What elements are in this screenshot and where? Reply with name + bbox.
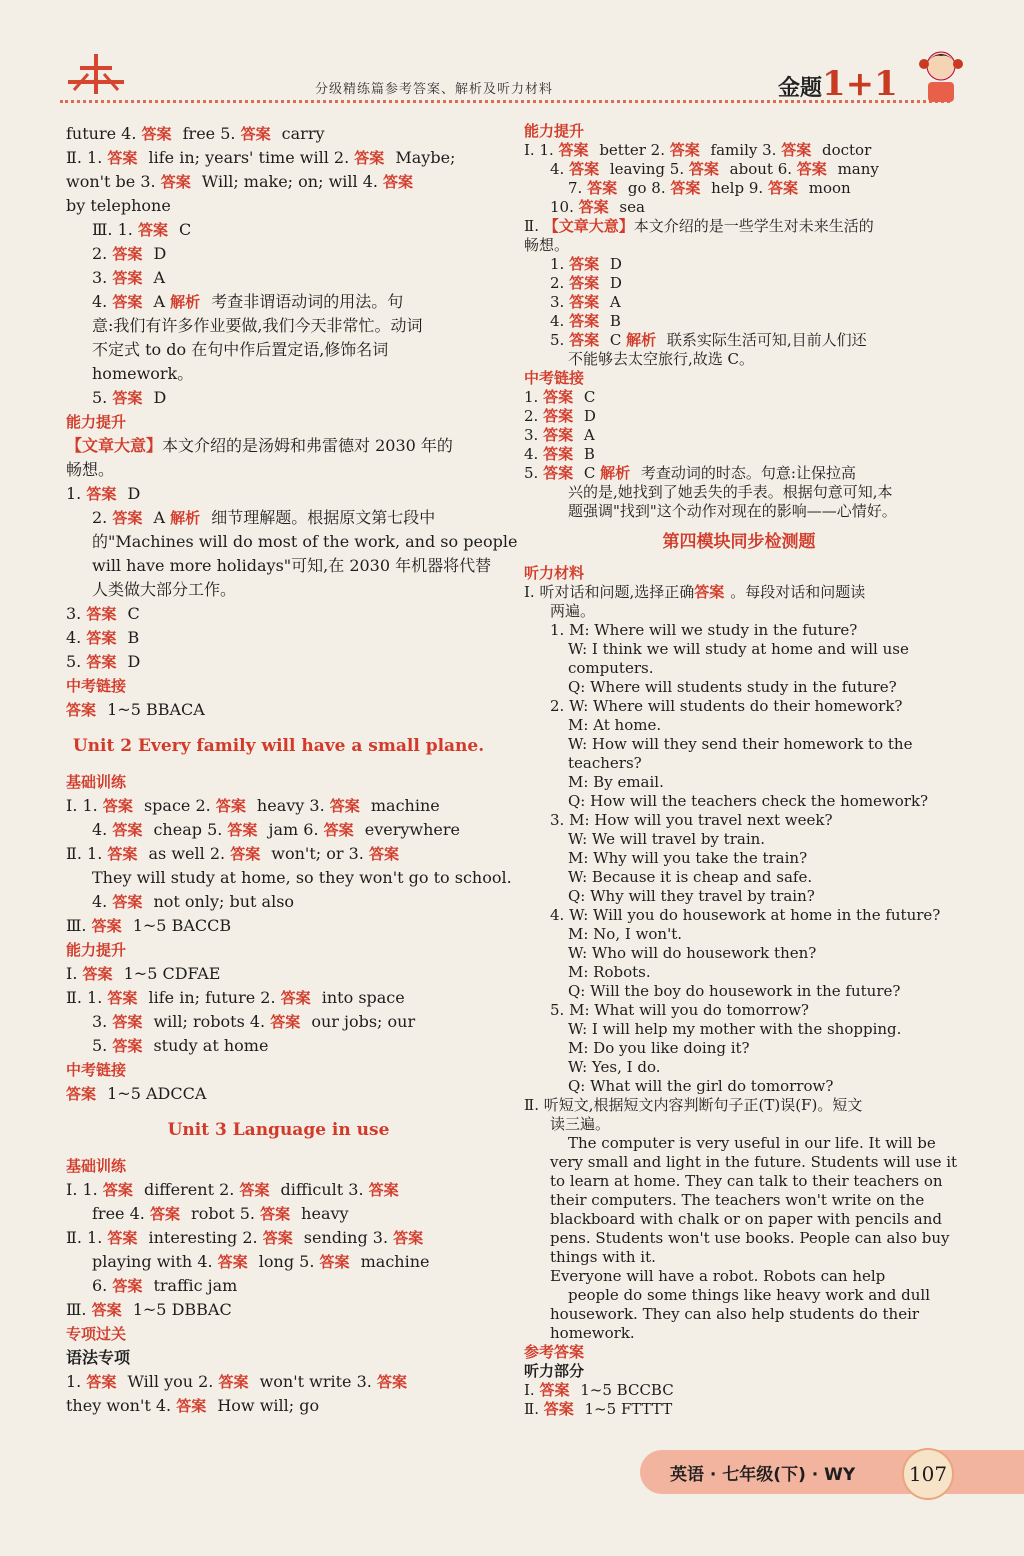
- left-line: free 4. 答案 robot 5. 答案 heavy: [92, 1204, 349, 1223]
- answer-label: 答案: [376, 1373, 407, 1391]
- answer-label: 答案: [86, 485, 117, 503]
- right-line: 1. 答案 C: [524, 388, 596, 406]
- answer-label: 答案: [102, 1181, 133, 1199]
- page-header: [60, 50, 960, 110]
- summary-label: 【文章大意】: [66, 436, 163, 455]
- answer-label: 答案: [670, 179, 701, 197]
- right-line: The computer is very useful in our life. It will be: [568, 1134, 936, 1152]
- answer-label: 答案: [543, 407, 574, 425]
- answer-label: 答案: [543, 426, 574, 444]
- right-line: things with it.: [550, 1248, 656, 1266]
- left-line: 语法专项: [66, 1348, 131, 1367]
- answer-label: 答案: [558, 141, 589, 159]
- left-line: 2. 答案 D: [92, 244, 167, 263]
- answer-label: 答案: [112, 1013, 143, 1031]
- left-line: won't be 3. 答案 Will; make; on; will 4. 答案: [66, 172, 414, 191]
- answer-label: 答案: [543, 445, 574, 463]
- right-line: 5. M: What will you do tomorrow?: [550, 1001, 809, 1019]
- answer-label: 答案: [569, 274, 600, 292]
- left-section-heading: 基础训练: [66, 1157, 127, 1175]
- right-line: 7. 答案 go 8. 答案 help 9. 答案 moon: [568, 179, 851, 197]
- answer-label: 答案: [569, 255, 600, 273]
- left-section-title: Unit 3 Language in use: [167, 1120, 390, 1140]
- answer-label: 答案: [160, 173, 191, 191]
- answer-label: 答案: [781, 141, 812, 159]
- right-section-heading: 中考链接: [524, 369, 585, 387]
- right-line: teachers?: [568, 754, 642, 772]
- right-line: Q: How will the teachers check the homework?: [568, 792, 929, 810]
- left-line: Ⅱ. 1. 答案 as well 2. 答案 won't; or 3. 答案: [66, 844, 399, 863]
- answer-label: 答案: [66, 1085, 97, 1103]
- answer-label: 答案: [86, 1373, 117, 1391]
- answer-label: 解析: [600, 464, 631, 482]
- right-line: 兴的是,她找到了她丢失的手表。根据句意可知,本: [568, 483, 893, 501]
- left-line: 5. 答案 study at home: [92, 1036, 269, 1055]
- answer-label: 答案: [393, 1229, 424, 1247]
- right-line: 3. 答案 A: [550, 293, 621, 311]
- answer-label: 答案: [262, 1229, 293, 1247]
- right-line: Ⅰ. 听对话和问题,选择正确答案 。每段对话和问题读: [524, 583, 866, 601]
- right-line: homework.: [550, 1324, 635, 1342]
- right-line: M: No, I won't.: [568, 925, 683, 943]
- left-line: 不定式 to do 在句中作后置定语,修饰名词: [92, 340, 389, 359]
- answer-label: 答案: [91, 1301, 122, 1319]
- right-line: M: At home.: [568, 716, 662, 734]
- answer-label: 答案: [227, 821, 258, 839]
- right-line: M: By email.: [568, 773, 664, 791]
- answer-label: 答案: [112, 893, 143, 911]
- answer-label: 答案: [569, 293, 600, 311]
- right-line: 2. 答案 D: [524, 407, 596, 425]
- right-line: Ⅰ. 答案 1~5 BCCBC: [524, 1381, 674, 1399]
- answer-label: 答案: [368, 845, 399, 863]
- answer-label: 答案: [260, 1205, 291, 1223]
- left-line: Ⅰ. 1. 答案 different 2. 答案 difficult 3. 答案: [66, 1180, 399, 1199]
- brand-logo: 金题1+1: [778, 64, 898, 104]
- answer-label: 答案: [107, 989, 138, 1007]
- right-line: Q: Will the boy do housework in the future?: [568, 982, 901, 1000]
- left-line: will have more holidays"可知,在 2030 年机器将代替: [92, 556, 492, 575]
- left-line: 的"Machines will do most of the work, and so people: [92, 532, 518, 551]
- answer-label: 答案: [86, 605, 117, 623]
- answer-label: 答案: [383, 173, 414, 191]
- answer-label: 答案: [587, 179, 618, 197]
- left-line: Ⅱ. 1. 答案 life in; years' time will 2. 答案 Maybe;: [66, 148, 456, 167]
- left-line: 答案 1~5 ADCCA: [66, 1084, 207, 1103]
- left-line: they won't 4. 答案 How will; go: [66, 1396, 320, 1415]
- answer-label: 解析: [170, 293, 201, 311]
- answer-label: 答案: [280, 989, 311, 1007]
- answer-label: 答案: [569, 312, 600, 330]
- right-line: 不能够去太空旅行,故选 C。: [568, 350, 755, 368]
- right-line: W: How will they send their homework to the: [568, 735, 913, 753]
- left-line: Ⅲ. 1. 答案 C: [92, 220, 192, 239]
- right-line: Q: Why will they travel by train?: [568, 887, 815, 905]
- left-line: 3. 答案 C: [66, 604, 140, 623]
- right-line: Everyone will have a robot. Robots can help: [550, 1267, 886, 1285]
- answer-label: 答案: [107, 149, 138, 167]
- answer-label: 答案: [539, 1381, 570, 1399]
- answer-label: 答案: [688, 160, 719, 178]
- answer-label: 答案: [543, 388, 574, 406]
- right-line: 2. 答案 D: [550, 274, 622, 292]
- right-line: M: Do you like doing it?: [568, 1039, 750, 1057]
- page-number: 107: [902, 1448, 954, 1500]
- answer-label: 答案: [107, 845, 138, 863]
- answer-label: 解析: [626, 331, 657, 349]
- left-line: 【文章大意】本文介绍的是汤姆和弗雷德对 2030 年的: [66, 436, 453, 455]
- answer-label: 答案: [137, 221, 168, 239]
- answer-label: 答案: [329, 797, 360, 815]
- right-line: W: I will help my mother with the shopping.: [568, 1020, 902, 1038]
- page-footer: [640, 1450, 1024, 1494]
- left-line: homework。: [92, 364, 194, 383]
- answer-label: 答案: [368, 1181, 399, 1199]
- answer-label: 答案: [543, 1400, 574, 1418]
- left-line: by telephone: [66, 196, 171, 215]
- left-line: future 4. 答案 free 5. 答案 carry: [66, 124, 325, 143]
- answer-label: 答案: [149, 1205, 180, 1223]
- left-line: 4. 答案 A 解析 考查非谓语动词的用法。句: [92, 292, 404, 311]
- answer-label: 答案: [112, 269, 143, 287]
- left-line: 3. 答案 will; robots 4. 答案 our jobs; our: [92, 1012, 416, 1031]
- answer-label: 答案: [270, 1013, 301, 1031]
- right-line: 2. W: Where will students do their homework?: [550, 697, 903, 715]
- left-line: Ⅲ. 答案 1~5 BACCB: [66, 916, 232, 935]
- right-line: their computers. The teachers won't write on the: [550, 1191, 925, 1209]
- header-divider: [60, 100, 950, 103]
- left-section-heading: 专项过关: [66, 1325, 127, 1343]
- answer-label: 答案: [112, 821, 143, 839]
- left-line: Ⅱ. 1. 答案 life in; future 2. 答案 into space: [66, 988, 405, 1007]
- answer-label: 答案: [91, 917, 122, 935]
- answer-label: 答案: [82, 965, 113, 983]
- answer-label: 答案: [112, 389, 143, 407]
- left-section-heading: 能力提升: [66, 941, 127, 959]
- left-line: Ⅲ. 答案 1~5 DBBAC: [66, 1300, 232, 1319]
- left-line: 人类做大部分工作。: [92, 580, 237, 599]
- right-line: W: We will travel by train.: [568, 830, 766, 848]
- answer-label: 答案: [86, 653, 117, 671]
- answer-label: 答案: [66, 701, 97, 719]
- answer-label: 答案: [86, 629, 117, 647]
- answer-label: 答案: [176, 1397, 207, 1415]
- left-line: Ⅰ. 1. 答案 space 2. 答案 heavy 3. 答案 machine: [66, 796, 440, 815]
- right-line: W: Because it is cheap and safe.: [568, 868, 813, 886]
- right-section-heading: 能力提升: [524, 122, 585, 140]
- answer-label: 答案: [102, 797, 133, 815]
- right-line: 3. M: How will you travel next week?: [550, 811, 833, 829]
- answer-label: 答案: [796, 160, 827, 178]
- answer-label: 答案: [354, 149, 385, 167]
- right-line: Ⅱ. 答案 1~5 FTTTT: [524, 1400, 673, 1418]
- right-line: 两遍。: [550, 602, 596, 620]
- left-section-heading: 基础训练: [66, 773, 127, 791]
- header-title: 分级精练篇参考答案、解析及听力材料: [315, 82, 554, 97]
- right-line: 题强调"找到"这个动作对现在的影响——心情好。: [568, 502, 897, 520]
- right-line: pens. Students won't use books. People can also buy: [550, 1229, 950, 1247]
- left-line: 5. 答案 D: [66, 652, 141, 671]
- left-line: 5. 答案 D: [92, 388, 167, 407]
- answer-label: 答案: [319, 1253, 350, 1271]
- answer-label: 解析: [170, 509, 201, 527]
- answer-label: 答案: [141, 125, 172, 143]
- answer-label: 答案: [767, 179, 798, 197]
- right-section-heading: 听力材料: [524, 564, 585, 582]
- summary-label: 【文章大意】: [543, 217, 634, 235]
- right-line: Ⅱ. 【文章大意】本文介绍的是一些学生对未来生活的: [524, 217, 874, 235]
- left-line: Ⅰ. 答案 1~5 CDFAE: [66, 964, 221, 983]
- right-line: 4. 答案 B: [524, 445, 595, 463]
- answer-label: 答案: [239, 1181, 270, 1199]
- right-line: 5. 答案 C 解析 联系实际生活可知,目前人们还: [550, 331, 867, 349]
- right-line: Ⅰ. 1. 答案 better 2. 答案 family 3. 答案 doctor: [524, 141, 872, 159]
- left-line: playing with 4. 答案 long 5. 答案 machine: [92, 1252, 430, 1271]
- left-line: 4. 答案 not only; but also: [92, 892, 295, 911]
- answer-label: 答案: [112, 1277, 143, 1295]
- right-line: 10. 答案 sea: [550, 198, 645, 216]
- answer-label: 答案: [112, 1037, 143, 1055]
- right-line: 1. M: Where will we study in the future?: [550, 621, 858, 639]
- left-line: 2. 答案 A 解析 细节理解题。根据原文第七段中: [92, 508, 436, 527]
- right-line: M: Why will you take the train?: [568, 849, 808, 867]
- answer-label: 答案: [112, 509, 143, 527]
- right-line: very small and light in the future. Students will use it: [550, 1153, 958, 1171]
- left-column: [66, 122, 518, 1418]
- right-line: Q: Where will students study in the future?: [568, 678, 897, 696]
- answer-label: 答案: [230, 845, 261, 863]
- right-line: people do some things like heavy work and dull: [568, 1286, 931, 1304]
- answer-label: 答案: [217, 1253, 248, 1271]
- right-line: 读三遍。: [550, 1115, 611, 1133]
- answer-label: 答案: [112, 245, 143, 263]
- left-line: 1. 答案 D: [66, 484, 141, 503]
- answer-label: 答案: [240, 125, 271, 143]
- right-line: W: Yes, I do.: [568, 1058, 661, 1076]
- right-line: W: Who will do housework then?: [568, 944, 817, 962]
- right-line: blackboard with chalk or on paper with pencils and: [550, 1210, 942, 1228]
- left-line: 答案 1~5 BBACA: [66, 700, 205, 719]
- right-line: 4. 答案 B: [550, 312, 621, 330]
- left-line: They will study at home, so they won't go to school.: [92, 868, 512, 887]
- left-line: Ⅱ. 1. 答案 interesting 2. 答案 sending 3. 答案: [66, 1228, 424, 1247]
- right-line: 4. W: Will you do housework at home in the future?: [550, 906, 941, 924]
- right-line: 4. 答案 leaving 5. 答案 about 6. 答案 many: [550, 160, 879, 178]
- answer-label: 答案: [694, 583, 725, 601]
- right-line: to learn at home. They can talk to their teachers on: [550, 1172, 943, 1190]
- left-line: 6. 答案 traffic jam: [92, 1276, 238, 1295]
- answer-label: 答案: [218, 1373, 249, 1391]
- left-line: 4. 答案 cheap 5. 答案 jam 6. 答案 everywhere: [92, 820, 460, 839]
- right-line: 1. 答案 D: [550, 255, 622, 273]
- left-section-heading: 能力提升: [66, 413, 127, 431]
- answer-label: 答案: [215, 797, 246, 815]
- answer-label: 答案: [107, 1229, 138, 1247]
- right-line: 畅想。: [524, 236, 570, 254]
- girl-mascot-icon: [918, 46, 964, 106]
- answer-label: 答案: [112, 293, 143, 311]
- left-line: 3. 答案 A: [92, 268, 166, 287]
- left-line: 意:我们有许多作业要做,我们今天非常忙。动词: [92, 316, 423, 335]
- right-line: 听力部分: [524, 1362, 585, 1380]
- answer-label: 答案: [569, 160, 600, 178]
- right-line: Ⅱ. 听短文,根据短文内容判断句子正(T)误(F)。短文: [524, 1096, 863, 1114]
- left-line: 1. 答案 Will you 2. 答案 won't write 3. 答案: [66, 1372, 407, 1391]
- right-line: housework. They can also help students do their: [550, 1305, 920, 1323]
- right-line: 5. 答案 C 解析 考查动词的时态。句意:让保拉高: [524, 464, 856, 482]
- right-section-heading: 参考答案: [524, 1343, 585, 1361]
- right-line: 3. 答案 A: [524, 426, 595, 444]
- answer-label: 答案: [323, 821, 354, 839]
- right-column: [524, 122, 958, 1419]
- right-section-title: 第四模块同步检测题: [662, 532, 816, 552]
- right-line: W: I think we will study at home and will use: [568, 640, 909, 658]
- answer-label: 答案: [578, 198, 609, 216]
- answer-label: 答案: [543, 464, 574, 482]
- left-section-title: Unit 2 Every family will have a small plane.: [72, 736, 485, 756]
- right-line: Q: What will the girl do tomorrow?: [568, 1077, 834, 1095]
- answer-label: 答案: [669, 141, 700, 159]
- left-line: 4. 答案 B: [66, 628, 140, 647]
- left-section-heading: 中考链接: [66, 677, 127, 695]
- footer-subject: 英语 · 七年级(下) · WY: [670, 1465, 856, 1485]
- right-line: computers.: [568, 659, 654, 677]
- left-line: 畅想。: [66, 460, 115, 479]
- answer-label: 答案: [569, 331, 600, 349]
- left-section-heading: 中考链接: [66, 1061, 127, 1079]
- right-line: M: Robots.: [568, 963, 651, 981]
